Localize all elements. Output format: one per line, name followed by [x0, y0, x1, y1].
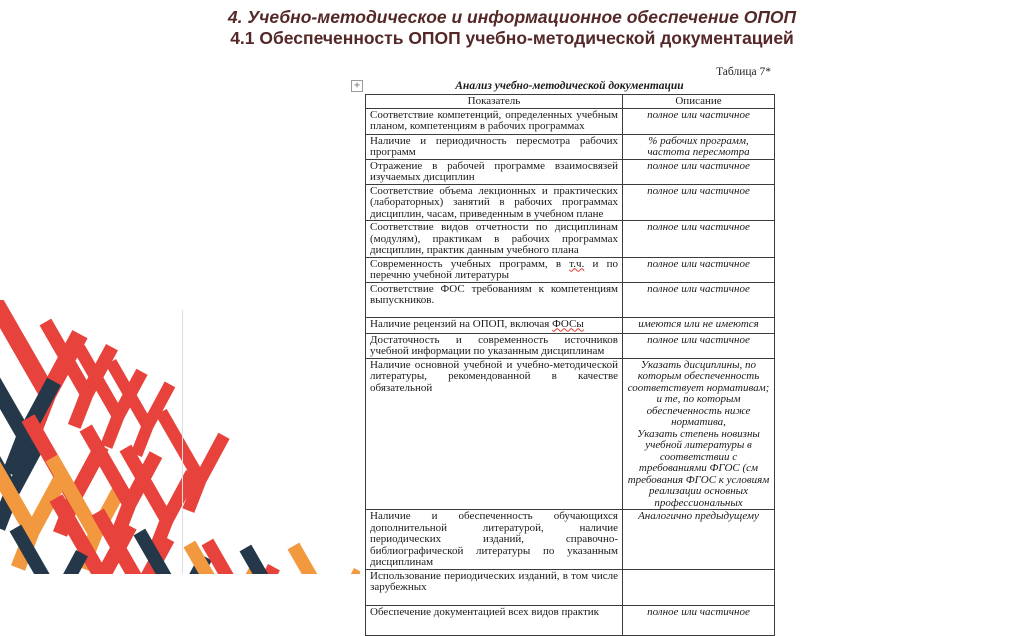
table-row — [366, 108, 775, 134]
spellcheck-word: ФОСы — [552, 317, 584, 330]
description-cell — [623, 358, 775, 510]
description-cell: полное или частичное — [623, 333, 775, 358]
column-header-indicator: Показатель — [366, 95, 623, 109]
description-cell: полное или частичное — [623, 221, 775, 258]
description-cell: Аналогично предыдущему — [623, 510, 775, 570]
slide-title-line2: 4.1 Обеспеченность ОПОП учебно-методической документацией — [230, 28, 794, 48]
indicator-cell: Наличие и периодичность пересмотра рабочих программ — [366, 134, 623, 159]
table-row — [366, 569, 775, 605]
table-row — [366, 333, 775, 358]
indicator-cell: Соответствие ФОС требованиям к компетенциям выпускников. — [366, 282, 623, 317]
spellcheck-word: т.ч. — [569, 257, 585, 270]
description-paragraph: Указать степень новизны учебной литературы в соответствии с требованиями ФГОС (см требования ФГОС к условиям реализации основных профессиональных — [627, 427, 770, 509]
indicator-cell: Соответствие видов отчетности по дисциплинам (модулям), практикам в рабочих программах дисциплин, практик данным учебного плана — [366, 221, 623, 258]
indicator-cell: Обеспечение документацией всех видов практик — [366, 605, 623, 635]
table-row — [366, 510, 775, 570]
indicator-cell: Использование периодических изданий, в том числе зарубежных — [366, 569, 623, 605]
page-edge-line — [182, 310, 183, 574]
description-cell: полное или частичное — [623, 184, 775, 221]
indicator-cell: Наличие и обеспеченность обучающихся дополнительной литературой, наличие периодических изданий, справочно-библиографической литературы по указанным дисциплинам — [366, 510, 623, 570]
indicator-cell — [366, 317, 623, 333]
table-row — [366, 282, 775, 317]
description-paragraph: Указать дисциплины, по которым обеспеченность соответствует нормативам; и те, по которым обеспеченность ниже норматива, — [627, 358, 770, 428]
description-cell: полное или частичное — [623, 282, 775, 317]
table-header-row — [366, 95, 775, 109]
indicator-cell: Достаточность и современность источников учебной информации по указанным дисциплинам — [366, 333, 623, 358]
description-cell: полное или частичное — [623, 605, 775, 635]
slide-title-line1: 4. Учебно-методическое и информационное обеспечение ОПОП — [227, 7, 797, 27]
column-header-description: Описание — [623, 95, 775, 109]
table-row — [366, 221, 775, 258]
description-cell — [623, 569, 775, 605]
indicator-cell — [366, 257, 623, 282]
table-row — [366, 134, 775, 159]
slide-title — [0, 7, 1024, 49]
indicator-cell: Соответствие объема лекционных и практических (лабораторных) занятий в рабочих программах дисциплин, часам, приведенным в учебном плане — [366, 184, 623, 221]
table-row — [366, 605, 775, 635]
indicator-cell: Отражение в рабочей программе взаимосвязей изучаемых дисциплин — [366, 159, 623, 184]
table-row — [366, 159, 775, 184]
description-cell: полное или частичное — [623, 159, 775, 184]
indicator-text: и по перечню учебной литературы — [370, 257, 618, 281]
indicator-text: Современность учебных программ, в — [370, 257, 570, 270]
table-row — [366, 358, 775, 510]
indicator-cell: Соответствие компетенций, определенных учебным планом, компетенциям в рабочих программах — [366, 108, 623, 134]
description-cell: полное или частичное — [623, 257, 775, 282]
table-move-handle-icon: + — [351, 80, 363, 92]
indicator-text: Наличие рецензий на ОПОП, включая — [370, 317, 553, 330]
table-row — [366, 257, 775, 282]
decor-zigzag-pattern — [0, 300, 360, 574]
table-row — [366, 317, 775, 333]
description-cell: имеются или не имеются — [623, 317, 775, 333]
table-caption: Таблица 7* — [716, 66, 771, 78]
description-cell: % рабочих программ, частота пересмотра — [623, 134, 775, 159]
description-cell: полное или частичное — [623, 108, 775, 134]
table-row — [366, 184, 775, 221]
analysis-table — [365, 94, 775, 636]
indicator-cell: Наличие основной учебной и учебно-методической литературы, рекомендованной в качестве обязательной — [366, 358, 623, 510]
table-title: Анализ учебно-методической документации — [455, 80, 684, 92]
